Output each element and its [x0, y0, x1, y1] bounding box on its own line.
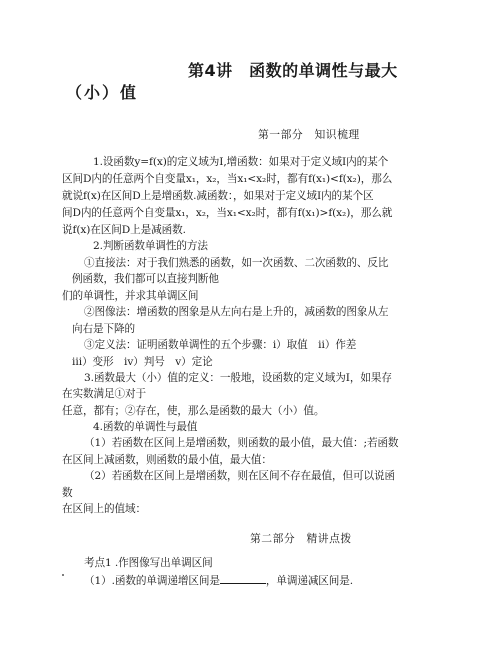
stray-dot — [62, 574, 64, 576]
lecture-title: 第4讲 函数的单调性与最大 — [188, 61, 398, 80]
relation-line: 在区间上的值域： — [62, 503, 146, 515]
relation-line: 在区间上减函数，则函数的最小值，最大值： — [62, 454, 272, 466]
max-min-line: 在实数满足①对于 — [62, 388, 146, 400]
answer-blank[interactable] — [220, 573, 266, 584]
methods-line: ①直接法：对于我们熟悉的函数，如一次函数、二次函数的、反比 — [84, 257, 389, 269]
methods-heading: 2.判断函数单调性的方法 — [93, 240, 208, 252]
definition-line: 1.设函数y=f(x)的定义域为I,增函数：如果对于定义域I内的某个 — [93, 156, 389, 168]
definition-line: 区间D内的任意两个自变量x₁，x₂，当x₁<x₂时，都有f(x₁)<f(x₂)，那么 — [62, 173, 393, 185]
lecture-title-continued: （小）值 — [66, 83, 139, 102]
methods-line: ⅲ）变形 ⅳ）判号 ⅴ）定论 — [72, 356, 213, 368]
question-text-after: ，单调递减区间是. — [265, 575, 354, 587]
question-text: （1）.函数的单调递增区间是 — [84, 575, 220, 587]
methods-line: 们的单调性，并求其单调区间 — [62, 290, 199, 302]
relation-line: （1）若函数在区间上是增函数，则函数的最小值，最大值：;若函数 — [84, 437, 399, 449]
methods-line: 向右是下降的 — [72, 323, 135, 335]
section-two-heading: 第二部分 精讲点拨 — [250, 532, 352, 545]
methods-line: ②图像法：增函数的图象是从左向右是上升的，减函数的图象从左 — [84, 306, 389, 318]
definition-line: 就说f(x)在区间D上是增函数.减函数：，如果对于定义域I内的某个区 — [62, 190, 374, 202]
max-min-line: 3.函数最大（小）值的定义：一般地，设函数的定义域为I，如果存 — [84, 372, 392, 384]
max-min-line: 任意，都有；②存在，使，那么是函数的最大（小）值。 — [62, 405, 325, 417]
definition-line: 间D内的任意两个自变量x₁，x₂，当x₁<x₂时，都有f(x₁)>f(x₂)，那么就 — [62, 207, 393, 219]
relation-heading: 4.函数的单调性与最值 — [93, 421, 198, 433]
kaodian-question — [84, 573, 353, 588]
methods-line: ③定义法：证明函数单调性的五个步骤：ⅰ）取值 ⅱ）作差 — [84, 339, 357, 351]
relation-line: 数 — [62, 487, 73, 499]
kaodian-title: 考点1 .作图像写出单调区间 — [84, 557, 213, 569]
section-one-heading: 第一部分 知识梳理 — [258, 128, 360, 141]
relation-line: （2）若函数在区间上是增函数，则在区间不存在最值，但可以说函 — [84, 470, 395, 482]
methods-line: 例函数，我们都可以直接判断他 — [72, 273, 219, 285]
definition-line: 说f(x)在区间D上是减函数. — [62, 224, 186, 236]
